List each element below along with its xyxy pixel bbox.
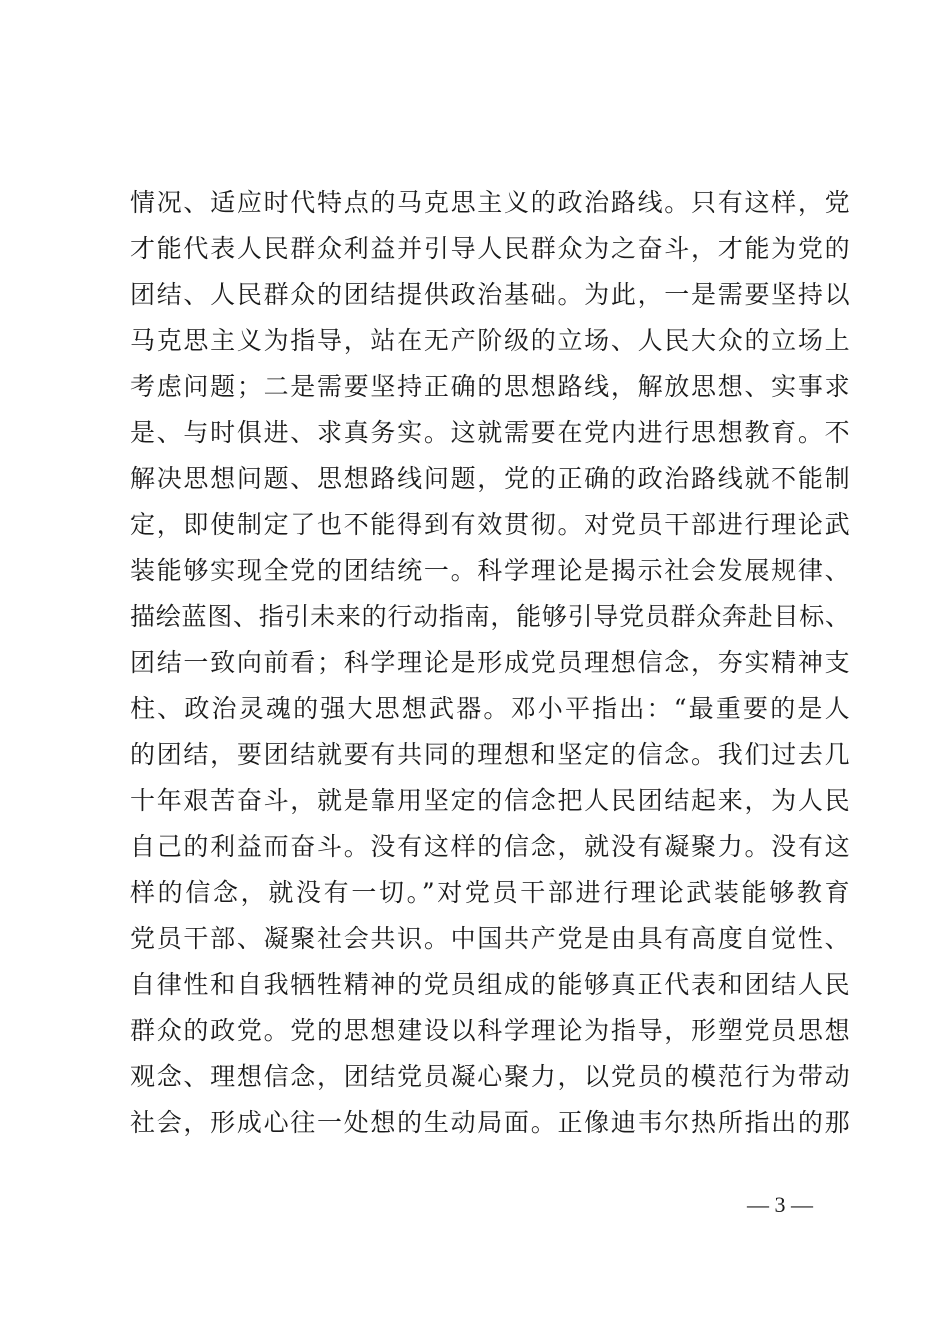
text-line: 十年艰苦奋斗，就是靠用坚定的信念把人民团结起来，为人民 bbox=[130, 786, 850, 815]
text-line: 才能代表人民群众利益并引导人民群众为之奋斗，才能为党的 bbox=[130, 234, 850, 263]
text-line: 群众的政党。党的思想建设以科学理论为指导，形塑党员思想 bbox=[130, 1016, 850, 1045]
text-line: 描绘蓝图、指引未来的行动指南，能够引导党员群众奔赴目标、 bbox=[130, 602, 850, 631]
text-line: 情况、适应时代特点的马克思主义的政治路线。只有这样，党 bbox=[130, 188, 850, 217]
text-line: 考虑问题；二是需要坚持正确的思想路线，解放思想、实事求 bbox=[130, 372, 850, 401]
text-line: 观念、理想信念，团结党员凝心聚力，以党员的模范行为带动 bbox=[130, 1062, 850, 1091]
text-line: 团结、人民群众的团结提供政治基础。为此，一是需要坚持以 bbox=[130, 280, 850, 309]
text-line: 党员干部、凝聚社会共识。中国共产党是由具有高度自觉性、 bbox=[130, 924, 850, 953]
text-line: 装能够实现全党的团结统一。科学理论是揭示社会发展规律、 bbox=[130, 556, 850, 585]
text-line: 的团结，要团结就要有共同的理想和坚定的信念。我们过去几 bbox=[130, 740, 850, 769]
text-line: 柱、政治灵魂的强大思想武器。邓小平指出：“最重要的是人 bbox=[130, 694, 850, 723]
text-line: 解决思想问题、思想路线问题，党的正确的政治路线就不能制 bbox=[130, 464, 850, 493]
text-line: 团结一致向前看；科学理论是形成党员理想信念，夯实精神支 bbox=[130, 648, 850, 677]
page-number: — 3 — bbox=[747, 1192, 813, 1217]
text-line: 马克思主义为指导，站在无产阶级的立场、人民大众的立场上 bbox=[130, 326, 850, 355]
text-line: 样的信念，就没有一切。”对党员干部进行理论武装能够教育 bbox=[130, 878, 850, 907]
text-line: 自己的利益而奋斗。没有这样的信念，就没有凝聚力。没有这 bbox=[130, 832, 850, 861]
text-line: 是、与时俱进、求真务实。这就需要在党内进行思想教育。不 bbox=[130, 418, 850, 447]
text-line: 社会，形成心往一处想的生动局面。正像迪韦尔热所指出的那 bbox=[130, 1108, 850, 1137]
body-text bbox=[130, 180, 850, 1146]
text-line: 自律性和自我牺牲精神的党员组成的能够真正代表和团结人民 bbox=[130, 970, 850, 999]
text-line: 定，即使制定了也不能得到有效贯彻。对党员干部进行理论武 bbox=[130, 510, 850, 539]
